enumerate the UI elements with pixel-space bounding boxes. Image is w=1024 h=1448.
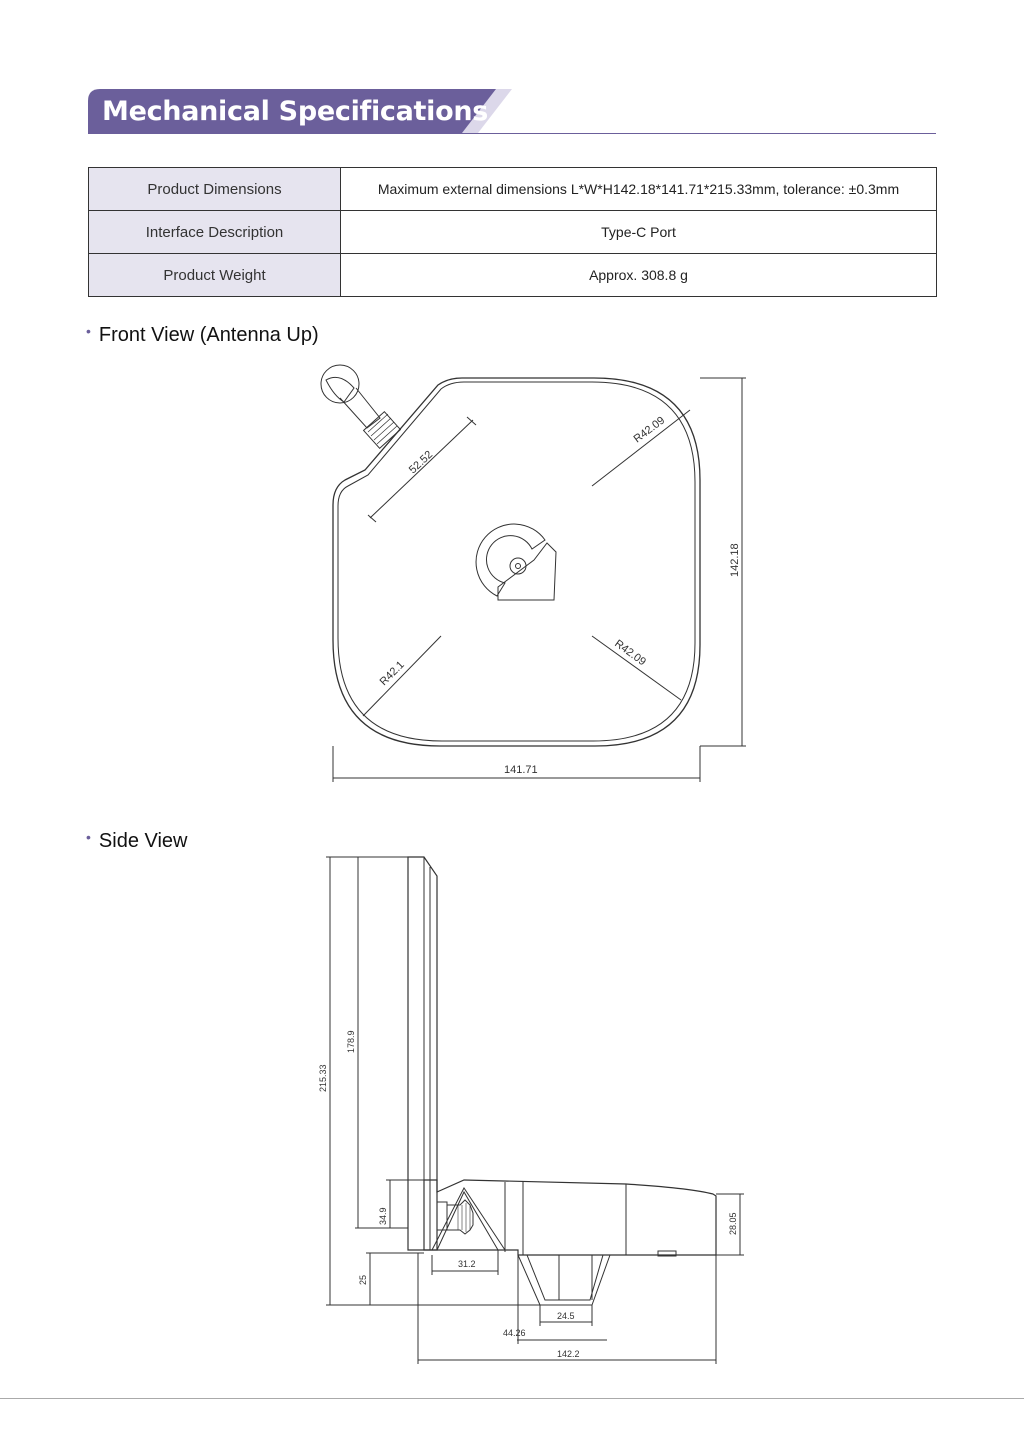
- footer-divider: [0, 1398, 1024, 1399]
- dim-label: 25: [358, 1274, 368, 1285]
- spec-label: Product Dimensions: [89, 168, 341, 211]
- side-view-drawing: [318, 857, 744, 1364]
- dim-label: 142.18: [729, 543, 741, 577]
- page-title: Mechanical Specifications: [102, 96, 489, 127]
- dim-label: 142.2: [557, 1349, 580, 1359]
- antenna-icon: [321, 365, 400, 448]
- spec-value: Type-C Port: [341, 211, 937, 254]
- dim-label: 34.9: [378, 1207, 388, 1225]
- spec-value: Maximum external dimensions L*W*H142.18*141.71*215.33mm, tolerance: ±0.3mm: [341, 168, 937, 211]
- spec-value: Approx. 308.8 g: [341, 254, 937, 297]
- bullet-icon: •: [86, 829, 91, 845]
- dim-label: 28.05: [728, 1212, 738, 1235]
- side-view-heading-text: Side View: [98, 830, 188, 852]
- dim-label: R42.09: [612, 637, 648, 669]
- dim-label: R42.1: [377, 658, 407, 689]
- bullet-icon: •: [86, 323, 91, 339]
- front-view-drawing: [321, 365, 746, 782]
- dim-label: 141.71: [504, 764, 538, 776]
- dim-label: 44.26: [503, 1328, 526, 1338]
- dim-label: 24.5: [557, 1311, 575, 1321]
- dim-label: 215.33: [318, 1064, 328, 1092]
- front-view-heading-text: Front View (Antenna Up): [98, 324, 319, 346]
- dim-label: R42.09: [631, 414, 668, 446]
- dim-label: 31.2: [458, 1259, 476, 1269]
- dim-label: 178.9: [346, 1030, 356, 1053]
- spec-label: Product Weight: [89, 254, 341, 297]
- logo-mark: [476, 524, 556, 600]
- spec-label: Interface Description: [89, 211, 341, 254]
- dim-label: 52.52: [406, 448, 436, 477]
